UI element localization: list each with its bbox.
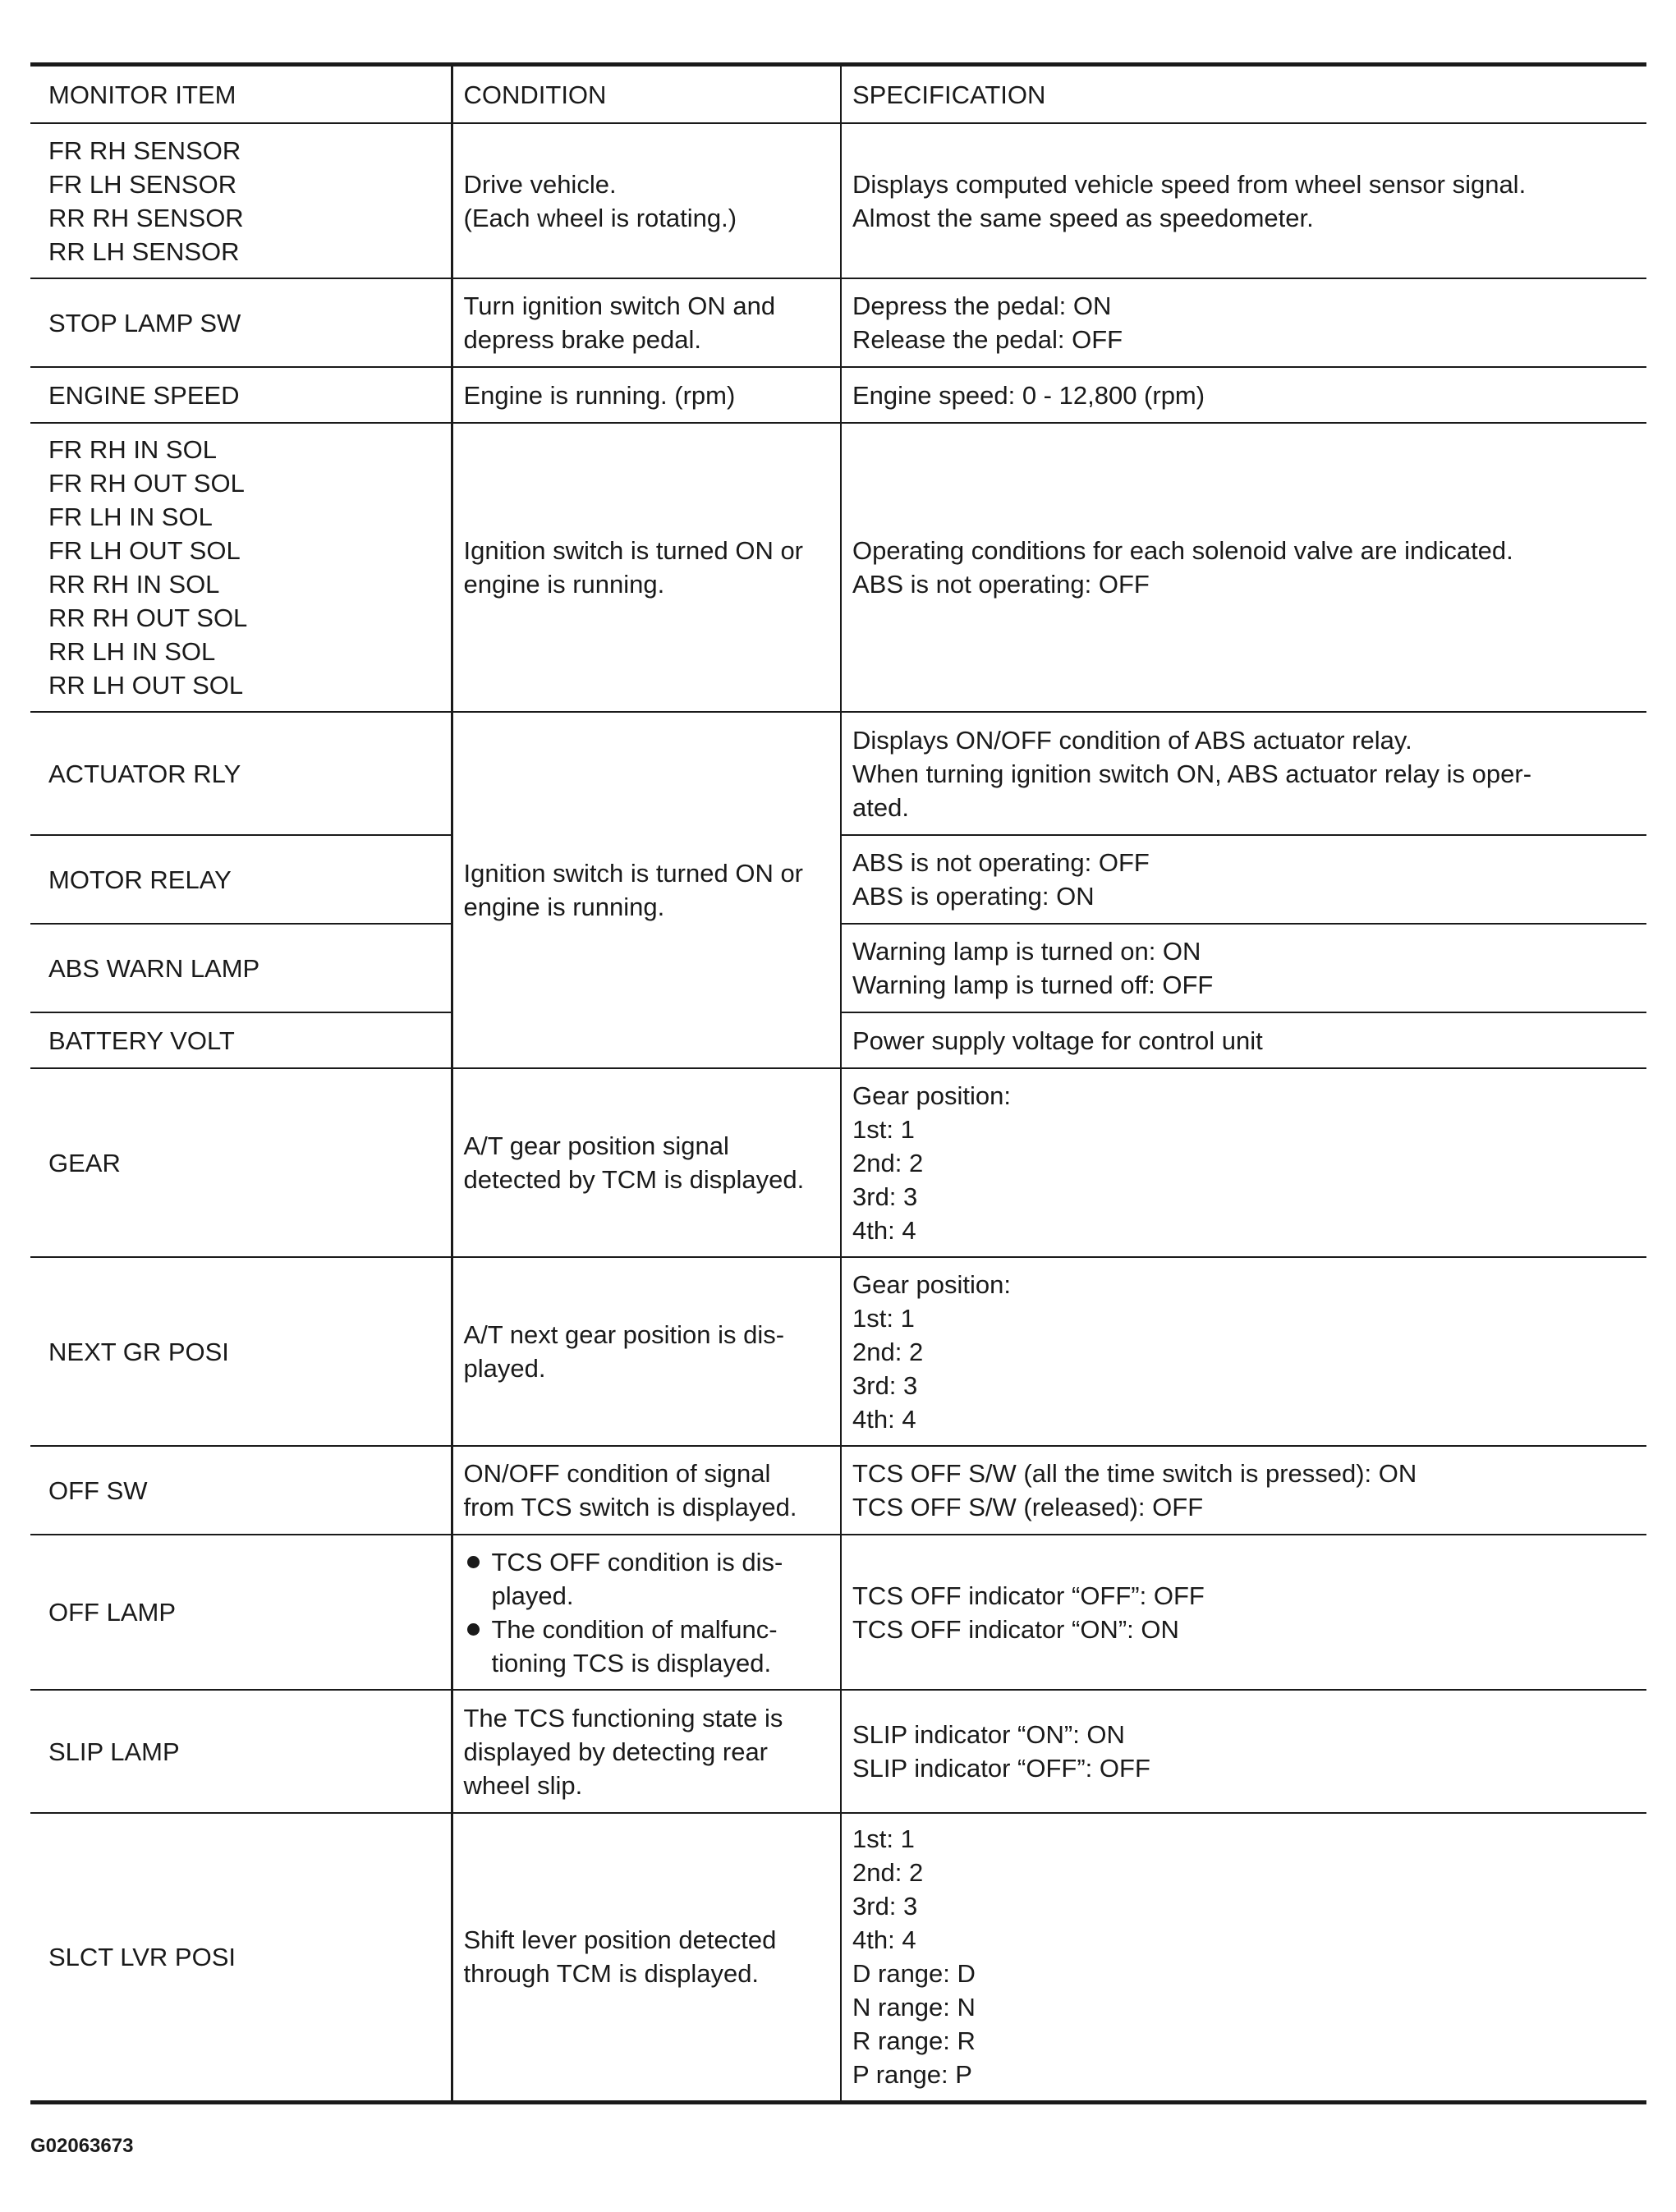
table-row-wheel-sensors bbox=[30, 123, 1646, 278]
table-row-gear bbox=[30, 1068, 1646, 1257]
specification-text: ABS is operating: ON bbox=[852, 882, 1095, 911]
specification-cell bbox=[841, 278, 1646, 367]
monitor-item: FR LH SENSOR bbox=[48, 169, 237, 199]
condition-cell bbox=[452, 278, 841, 367]
specification-text: Almost the same speed as speedometer. bbox=[852, 203, 1314, 232]
header-condition: CONDITION bbox=[452, 65, 841, 124]
specification-text: ABS is not operating: OFF bbox=[852, 570, 1150, 599]
specification-cell bbox=[841, 1690, 1646, 1813]
condition-text: Engine is running. (rpm) bbox=[452, 367, 841, 423]
specification-text: 2nd: 2 bbox=[852, 1337, 924, 1366]
condition-cell bbox=[452, 1690, 841, 1813]
specification-text: 2nd: 2 bbox=[852, 1148, 924, 1177]
specification-text: TCS OFF S/W (all the time switch is pressed): ON bbox=[852, 1459, 1417, 1488]
table-row-slip-lamp bbox=[30, 1690, 1646, 1813]
specification-text: Warning lamp is turned off: OFF bbox=[852, 971, 1214, 999]
specification-text: Gear position: bbox=[852, 1081, 1011, 1110]
monitor-item: FR LH IN SOL bbox=[48, 503, 213, 531]
specification-text: Power supply voltage for control unit bbox=[841, 1012, 1646, 1068]
monitor-item: FR RH IN SOL bbox=[48, 435, 217, 464]
monitor-item: BATTERY VOLT bbox=[30, 1012, 452, 1068]
header-specification: SPECIFICATION bbox=[841, 65, 1646, 124]
condition-text: Ignition switch is turned ON or bbox=[463, 859, 804, 888]
specification-text: TCS OFF indicator “ON”: ON bbox=[852, 1614, 1179, 1644]
monitor-item: SLIP LAMP bbox=[30, 1690, 452, 1813]
specification-text: When turning ignition switch ON, ABS actuator relay is oper- bbox=[852, 759, 1532, 788]
condition-cell bbox=[452, 123, 841, 278]
specification-text: SLIP indicator “ON”: ON bbox=[852, 1720, 1125, 1749]
condition-text: played. bbox=[491, 1581, 574, 1610]
bullet-icon bbox=[467, 1623, 480, 1636]
specification-text: Warning lamp is turned on: ON bbox=[852, 937, 1201, 966]
condition-text: TCS OFF condition is dis- bbox=[491, 1547, 783, 1576]
monitor-item: RR LH IN SOL bbox=[48, 637, 216, 666]
specification-cell bbox=[841, 835, 1646, 924]
table-row-off-lamp bbox=[30, 1535, 1646, 1690]
specification-text: Displays computed vehicle speed from wheel sensor signal. bbox=[852, 169, 1527, 199]
specification-text: Displays ON/OFF condition of ABS actuator relay. bbox=[852, 725, 1412, 755]
specification-cell bbox=[841, 423, 1646, 712]
condition-text: Drive vehicle. bbox=[463, 169, 617, 199]
monitor-item: OFF SW bbox=[30, 1446, 452, 1535]
monitor-item: ABS WARN LAMP bbox=[30, 924, 452, 1012]
condition-cell bbox=[452, 1535, 841, 1690]
specification-text: 3rd: 3 bbox=[852, 1182, 918, 1211]
monitor-item: RR RH OUT SOL bbox=[48, 603, 248, 632]
monitor-item: GEAR bbox=[30, 1068, 452, 1257]
condition-cell-shared bbox=[452, 712, 841, 1068]
specification-text: Depress the pedal: ON bbox=[852, 291, 1112, 320]
monitor-item-cell bbox=[30, 423, 452, 712]
specification-text: ABS is not operating: OFF bbox=[852, 848, 1150, 877]
monitor-item: OFF LAMP bbox=[30, 1535, 452, 1690]
table-row-next-gr-posi bbox=[30, 1257, 1646, 1446]
condition-text: detected by TCM is displayed. bbox=[463, 1165, 805, 1194]
monitor-item: SLCT LVR POSI bbox=[30, 1813, 452, 2102]
table-row-off-sw bbox=[30, 1446, 1646, 1535]
monitor-item: STOP LAMP SW bbox=[30, 278, 452, 367]
monitor-item: MOTOR RELAY bbox=[30, 835, 452, 924]
specification-cell bbox=[841, 924, 1646, 1012]
monitor-item: ACTUATOR RLY bbox=[30, 712, 452, 835]
specification-text: Operating conditions for each solenoid valve are indicated. bbox=[852, 536, 1513, 565]
condition-cell bbox=[452, 1446, 841, 1535]
specification-cell bbox=[841, 1535, 1646, 1690]
condition-text: Shift lever position detected bbox=[463, 1925, 777, 1955]
monitor-item-cell bbox=[30, 123, 452, 278]
specification-text: ated. bbox=[852, 792, 909, 822]
condition-text: engine is running. bbox=[463, 893, 665, 921]
figure-id: G02063673 bbox=[30, 2135, 134, 2157]
table-row-engine-speed bbox=[30, 367, 1646, 423]
monitor-item-table bbox=[30, 62, 1646, 2104]
condition-text: through TCM is displayed. bbox=[463, 1959, 760, 1989]
monitor-item: ENGINE SPEED bbox=[30, 367, 452, 423]
specification-text: 1st: 1 bbox=[852, 1824, 915, 1854]
monitor-item: FR LH OUT SOL bbox=[48, 536, 241, 565]
condition-text: depress brake pedal. bbox=[463, 325, 702, 354]
specification-text: SLIP indicator “OFF”: OFF bbox=[852, 1754, 1150, 1783]
condition-bullet-item bbox=[464, 1545, 831, 1613]
monitor-item: FR RH SENSOR bbox=[48, 135, 241, 165]
table-row-solenoids bbox=[30, 423, 1646, 712]
condition-text: The TCS functioning state is bbox=[463, 1703, 783, 1732]
specification-cell bbox=[841, 1068, 1646, 1257]
condition-cell bbox=[452, 1068, 841, 1257]
condition-text: tioning TCS is displayed. bbox=[491, 1648, 772, 1677]
specification-text: Engine speed: 0 - 12,800 (rpm) bbox=[841, 367, 1646, 423]
monitor-item: RR LH OUT SOL bbox=[48, 671, 244, 700]
condition-cell bbox=[452, 1257, 841, 1446]
specification-text: 3rd: 3 bbox=[852, 1370, 918, 1400]
specification-cell bbox=[841, 1813, 1646, 2102]
condition-text: ON/OFF condition of signal bbox=[463, 1459, 771, 1488]
condition-text: engine is running. bbox=[463, 570, 665, 599]
condition-cell bbox=[452, 423, 841, 712]
specification-cell bbox=[841, 123, 1646, 278]
specification-text: Gear position: bbox=[852, 1269, 1011, 1299]
table-header-row bbox=[30, 65, 1646, 124]
specification-text: TCS OFF indicator “OFF”: OFF bbox=[852, 1581, 1205, 1610]
table-row-actuator-rly bbox=[30, 712, 1646, 835]
bullet-icon bbox=[467, 1556, 480, 1568]
condition-text: from TCS switch is displayed. bbox=[463, 1493, 797, 1521]
specification-text: 1st: 1 bbox=[852, 1303, 915, 1333]
specification-text: 4th: 4 bbox=[852, 1404, 916, 1434]
specification-text: D range: D bbox=[852, 1959, 976, 1989]
condition-cell bbox=[452, 1813, 841, 2102]
condition-text: Ignition switch is turned ON or bbox=[463, 536, 804, 565]
specification-text: Release the pedal: OFF bbox=[852, 325, 1123, 354]
monitor-item: FR RH OUT SOL bbox=[48, 469, 245, 498]
condition-text: A/T gear position signal bbox=[463, 1131, 729, 1160]
condition-bullet-item bbox=[464, 1613, 831, 1680]
monitor-item: NEXT GR POSI bbox=[30, 1257, 452, 1446]
header-monitor-item: MONITOR ITEM bbox=[30, 65, 452, 124]
specification-text: R range: R bbox=[852, 2026, 976, 2056]
condition-text: displayed by detecting rear bbox=[463, 1737, 769, 1766]
condition-text: (Each wheel is rotating.) bbox=[463, 203, 737, 232]
specification-text: 2nd: 2 bbox=[852, 1858, 924, 1888]
condition-text: Turn ignition switch ON and bbox=[463, 291, 776, 320]
table-row-slct-lvr-posi bbox=[30, 1813, 1646, 2102]
specification-text: N range: N bbox=[852, 1993, 976, 2022]
specification-text: 3rd: 3 bbox=[852, 1892, 918, 1921]
specification-cell bbox=[841, 1446, 1646, 1535]
condition-text: played. bbox=[463, 1354, 546, 1383]
condition-text: A/T next gear position is dis- bbox=[463, 1320, 785, 1349]
condition-text: The condition of malfunc- bbox=[491, 1614, 778, 1644]
specification-text: 1st: 1 bbox=[852, 1114, 915, 1144]
specification-text: 4th: 4 bbox=[852, 1215, 916, 1245]
specification-cell bbox=[841, 1257, 1646, 1446]
monitor-item: RR RH SENSOR bbox=[48, 203, 244, 232]
condition-bullet-list bbox=[464, 1545, 831, 1680]
specification-text: TCS OFF S/W (released): OFF bbox=[852, 1493, 1204, 1521]
monitor-item: RR LH SENSOR bbox=[48, 236, 240, 266]
specification-cell bbox=[841, 712, 1646, 835]
monitor-item: RR RH IN SOL bbox=[48, 570, 220, 599]
specification-text: P range: P bbox=[852, 2060, 972, 2090]
specification-text: 4th: 4 bbox=[852, 1925, 916, 1955]
condition-text: wheel slip. bbox=[463, 1770, 583, 1800]
table-row-stop-lamp-sw bbox=[30, 278, 1646, 367]
